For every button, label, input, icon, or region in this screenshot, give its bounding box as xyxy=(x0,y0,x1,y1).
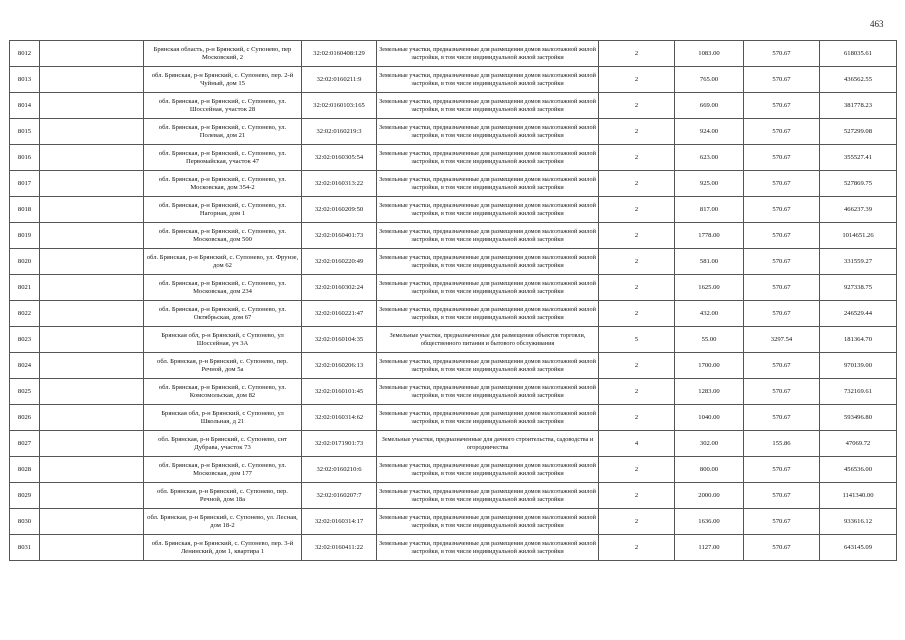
specific-value-cell: 570.67 xyxy=(744,379,820,405)
table-row xyxy=(10,509,897,535)
row-number-cell: 8020 xyxy=(10,249,40,275)
address-cell: обл. Брянская, р-н Брянский, с. Супонево, ул. Октябрьская, дом 67 xyxy=(144,301,302,327)
specific-value-cell: 570.67 xyxy=(744,197,820,223)
area-cell: 800.00 xyxy=(675,457,744,483)
table-row xyxy=(10,405,897,431)
land-use-cell: Земельные участки, предназначенные для размещения домов малоэтажной жилой застройки, в том числе индивидуальной жилой застройки xyxy=(377,379,599,405)
group-cell: 2 xyxy=(599,405,675,431)
cadastral-number-cell: 32:02:0160313:22 xyxy=(302,171,377,197)
specific-value-cell: 570.67 xyxy=(744,405,820,431)
cadastral-value-cell: 1014651.26 xyxy=(820,223,897,249)
table-body xyxy=(10,41,897,561)
address-cell: обл. Брянская, р-н Брянский, с. Супонево, ул. Первомайская, участок 47 xyxy=(144,145,302,171)
land-use-cell: Земельные участки, предназначенные для размещения домов малоэтажной жилой застройки, в том числе индивидуальной жилой застройки xyxy=(377,457,599,483)
cadastral-value-cell: 456536.00 xyxy=(820,457,897,483)
blank-cell xyxy=(40,327,144,353)
table-row xyxy=(10,379,897,405)
blank-cell xyxy=(40,41,144,67)
land-use-cell: Земельные участки, предназначенные для размещения домов малоэтажной жилой застройки, в том числе индивидуальной жилой застройки xyxy=(377,67,599,93)
group-cell: 2 xyxy=(599,301,675,327)
table-row xyxy=(10,171,897,197)
blank-cell xyxy=(40,509,144,535)
address-cell: Брянская обл, р-н Брянский, с Супонево, ул Школьная, д 21 xyxy=(144,405,302,431)
address-cell: обл. Брянская, р-н Брянский, с. Супонево, пер. 3-й Ленинский, дом 1, квартира 1 xyxy=(144,535,302,561)
address-cell: обл. Брянская, р-н Брянский, с. Супонево, ул. Московская, дом 354-2 xyxy=(144,171,302,197)
blank-cell xyxy=(40,457,144,483)
blank-cell xyxy=(40,171,144,197)
row-number-cell: 8022 xyxy=(10,301,40,327)
area-cell: 765.00 xyxy=(675,67,744,93)
blank-cell xyxy=(40,405,144,431)
specific-value-cell: 570.67 xyxy=(744,119,820,145)
specific-value-cell: 570.67 xyxy=(744,223,820,249)
page-number: 463 xyxy=(870,19,884,29)
cadastral-number-cell: 32:02:0160411:22 xyxy=(302,535,377,561)
cadastral-value-cell: 436562.55 xyxy=(820,67,897,93)
area-cell: 432.00 xyxy=(675,301,744,327)
cadastral-value-cell: 527869.75 xyxy=(820,171,897,197)
specific-value-cell: 570.67 xyxy=(744,483,820,509)
land-use-cell: Земельные участки, предназначенные для размещения домов малоэтажной жилой застройки, в том числе индивидуальной жилой застройки xyxy=(377,405,599,431)
cadastral-value-cell: 355527.41 xyxy=(820,145,897,171)
cadastral-number-cell: 32:02:0160314:62 xyxy=(302,405,377,431)
row-number-cell: 8025 xyxy=(10,379,40,405)
table-row xyxy=(10,93,897,119)
address-cell: Брянская область, р-н Брянский, с Супонево, пер Московский, 2 xyxy=(144,41,302,67)
blank-cell xyxy=(40,67,144,93)
land-use-cell: Земельные участки, предназначенные для размещения домов малоэтажной жилой застройки, в том числе индивидуальной жилой застройки xyxy=(377,249,599,275)
land-use-cell: Земельные участки, предназначенные для размещения домов малоэтажной жилой застройки, в том числе индивидуальной жилой застройки xyxy=(377,353,599,379)
area-cell: 55.00 xyxy=(675,327,744,353)
area-cell: 924.00 xyxy=(675,119,744,145)
row-number-cell: 8023 xyxy=(10,327,40,353)
specific-value-cell: 570.67 xyxy=(744,41,820,67)
group-cell: 2 xyxy=(599,535,675,561)
cadastral-number-cell: 32:02:0160211:9 xyxy=(302,67,377,93)
address-cell: обл. Брянская, р-н Брянский, с. Супонево, ул. Московская, дом 177 xyxy=(144,457,302,483)
table-row xyxy=(10,431,897,457)
cadastral-value-cell: 466237.39 xyxy=(820,197,897,223)
specific-value-cell: 570.67 xyxy=(744,301,820,327)
land-use-cell: Земельные участки, предназначенные для дачного строительства, садоводства и огородничества xyxy=(377,431,599,457)
cadastral-value-cell: 527299.08 xyxy=(820,119,897,145)
row-number-cell: 8013 xyxy=(10,67,40,93)
land-registry-table xyxy=(9,40,897,561)
address-cell: обл. Брянская, р-н Брянский, с. Супонево, пер. Речной, дом 18а xyxy=(144,483,302,509)
specific-value-cell: 570.67 xyxy=(744,67,820,93)
cadastral-number-cell: 32:02:0160221:47 xyxy=(302,301,377,327)
blank-cell xyxy=(40,249,144,275)
land-use-cell: Земельные участки, предназначенные для размещения домов малоэтажной жилой застройки, в том числе индивидуальной жилой застройки xyxy=(377,171,599,197)
table-row xyxy=(10,483,897,509)
blank-cell xyxy=(40,379,144,405)
cadastral-value-cell: 933616.12 xyxy=(820,509,897,535)
table-row xyxy=(10,41,897,67)
cadastral-number-cell: 32:02:0160101:45 xyxy=(302,379,377,405)
area-cell: 2000.00 xyxy=(675,483,744,509)
blank-cell xyxy=(40,353,144,379)
cadastral-value-cell: 618035.61 xyxy=(820,41,897,67)
specific-value-cell: 570.67 xyxy=(744,353,820,379)
cadastral-value-cell: 331559.27 xyxy=(820,249,897,275)
address-cell: обл. Брянская, р-н Брянский, с. Супонево, ул. Нагорная, дом 1 xyxy=(144,197,302,223)
area-cell: 925.00 xyxy=(675,171,744,197)
table-row xyxy=(10,275,897,301)
cadastral-value-cell: 246529.44 xyxy=(820,301,897,327)
row-number-cell: 8030 xyxy=(10,509,40,535)
area-cell: 581.00 xyxy=(675,249,744,275)
group-cell: 2 xyxy=(599,353,675,379)
group-cell: 2 xyxy=(599,457,675,483)
cadastral-number-cell: 32:02:0160305:54 xyxy=(302,145,377,171)
row-number-cell: 8018 xyxy=(10,197,40,223)
row-number-cell: 8021 xyxy=(10,275,40,301)
row-number-cell: 8017 xyxy=(10,171,40,197)
group-cell: 4 xyxy=(599,431,675,457)
area-cell: 1700.00 xyxy=(675,353,744,379)
blank-cell xyxy=(40,197,144,223)
group-cell: 5 xyxy=(599,327,675,353)
table-row xyxy=(10,327,897,353)
blank-cell xyxy=(40,535,144,561)
land-use-cell: Земельные участки, предназначенные для размещения домов малоэтажной жилой застройки, в том числе индивидуальной жилой застройки xyxy=(377,301,599,327)
cadastral-number-cell: 32:02:0160220:49 xyxy=(302,249,377,275)
row-number-cell: 8012 xyxy=(10,41,40,67)
address-cell: обл. Брянская, р-н Брянский, с. Супонево, ул. Фрунзе, дом 62 xyxy=(144,249,302,275)
row-number-cell: 8029 xyxy=(10,483,40,509)
blank-cell xyxy=(40,431,144,457)
specific-value-cell: 570.67 xyxy=(744,535,820,561)
land-use-cell: Земельные участки, предназначенные для размещения домов малоэтажной жилой застройки, в том числе индивидуальной жилой застройки xyxy=(377,223,599,249)
cadastral-value-cell: 381778.23 xyxy=(820,93,897,119)
blank-cell xyxy=(40,223,144,249)
specific-value-cell: 570.67 xyxy=(744,93,820,119)
area-cell: 1127.00 xyxy=(675,535,744,561)
area-cell: 302.00 xyxy=(675,431,744,457)
area-cell: 1636.00 xyxy=(675,509,744,535)
group-cell: 2 xyxy=(599,67,675,93)
table-row xyxy=(10,457,897,483)
land-use-cell: Земельные участки, предназначенные для размещения объектов торговли, общественного питания и бытового обслуживания xyxy=(377,327,599,353)
table-row xyxy=(10,145,897,171)
area-cell: 1040.00 xyxy=(675,405,744,431)
group-cell: 2 xyxy=(599,171,675,197)
cadastral-value-cell: 1141340.00 xyxy=(820,483,897,509)
land-use-cell: Земельные участки, предназначенные для размещения домов малоэтажной жилой застройки, в том числе индивидуальной жилой застройки xyxy=(377,119,599,145)
row-number-cell: 8027 xyxy=(10,431,40,457)
land-use-cell: Земельные участки, предназначенные для размещения домов малоэтажной жилой застройки, в том числе индивидуальной жилой застройки xyxy=(377,509,599,535)
cadastral-number-cell: 32:02:0160210:6 xyxy=(302,457,377,483)
land-use-cell: Земельные участки, предназначенные для размещения домов малоэтажной жилой застройки, в том числе индивидуальной жилой застройки xyxy=(377,275,599,301)
table-row xyxy=(10,301,897,327)
blank-cell xyxy=(40,145,144,171)
cadastral-value-cell: 181364.70 xyxy=(820,327,897,353)
cadastral-value-cell: 970139.00 xyxy=(820,353,897,379)
group-cell: 2 xyxy=(599,145,675,171)
address-cell: обл. Брянская, р-н Брянский, с. Супонево, ул. Комсомольская, дом 82 xyxy=(144,379,302,405)
area-cell: 1625.00 xyxy=(675,275,744,301)
row-number-cell: 8031 xyxy=(10,535,40,561)
row-number-cell: 8028 xyxy=(10,457,40,483)
address-cell: обл. Брянская, р-н Брянский, с. Супонево, ул. Московская, дом 234 xyxy=(144,275,302,301)
table-row xyxy=(10,197,897,223)
group-cell: 2 xyxy=(599,509,675,535)
table-row xyxy=(10,67,897,93)
cadastral-number-cell: 32:02:0160314:17 xyxy=(302,509,377,535)
address-cell: Брянская обл, р-н Брянский, с Супонево, ул Шоссейная, уч 3А xyxy=(144,327,302,353)
land-use-cell: Земельные участки, предназначенные для размещения домов малоэтажной жилой застройки, в том числе индивидуальной жилой застройки xyxy=(377,93,599,119)
table-row xyxy=(10,535,897,561)
cadastral-number-cell: 32:02:0160209:50 xyxy=(302,197,377,223)
cadastral-number-cell: 32:02:0160408:129 xyxy=(302,41,377,67)
specific-value-cell: 570.67 xyxy=(744,509,820,535)
cadastral-number-cell: 32:02:0160219:3 xyxy=(302,119,377,145)
group-cell: 2 xyxy=(599,119,675,145)
area-cell: 1283.00 xyxy=(675,379,744,405)
specific-value-cell: 570.67 xyxy=(744,249,820,275)
specific-value-cell: 570.67 xyxy=(744,145,820,171)
group-cell: 2 xyxy=(599,197,675,223)
area-cell: 623.00 xyxy=(675,145,744,171)
table-row xyxy=(10,119,897,145)
group-cell: 2 xyxy=(599,41,675,67)
row-number-cell: 8024 xyxy=(10,353,40,379)
specific-value-cell: 3297.54 xyxy=(744,327,820,353)
land-use-cell: Земельные участки, предназначенные для размещения домов малоэтажной жилой застройки, в том числе индивидуальной жилой застройки xyxy=(377,197,599,223)
land-use-cell: Земельные участки, предназначенные для размещения домов малоэтажной жилой застройки, в том числе индивидуальной жилой застройки xyxy=(377,41,599,67)
land-use-cell: Земельные участки, предназначенные для размещения домов малоэтажной жилой застройки, в том числе индивидуальной жилой застройки xyxy=(377,145,599,171)
address-cell: обл. Брянская, р-н Брянский, с. Супонево, пер. Речной, дом 5а xyxy=(144,353,302,379)
cadastral-number-cell: 32:02:0171901:73 xyxy=(302,431,377,457)
row-number-cell: 8026 xyxy=(10,405,40,431)
table-row xyxy=(10,249,897,275)
land-use-cell: Земельные участки, предназначенные для размещения домов малоэтажной жилой застройки, в том числе индивидуальной жилой застройки xyxy=(377,483,599,509)
blank-cell xyxy=(40,483,144,509)
address-cell: обл. Брянская, р-н Брянский, с. Супонево, пер. 2-й Чуйный, дом 15 xyxy=(144,67,302,93)
specific-value-cell: 570.67 xyxy=(744,457,820,483)
area-cell: 817.00 xyxy=(675,197,744,223)
group-cell: 2 xyxy=(599,223,675,249)
row-number-cell: 8016 xyxy=(10,145,40,171)
cadastral-number-cell: 32:02:0160401:73 xyxy=(302,223,377,249)
cadastral-number-cell: 32:02:0160302:24 xyxy=(302,275,377,301)
table-row xyxy=(10,353,897,379)
specific-value-cell: 570.67 xyxy=(744,275,820,301)
cadastral-value-cell: 732169.61 xyxy=(820,379,897,405)
blank-cell xyxy=(40,275,144,301)
blank-cell xyxy=(40,119,144,145)
group-cell: 2 xyxy=(599,93,675,119)
row-number-cell: 8015 xyxy=(10,119,40,145)
cadastral-value-cell: 643145.09 xyxy=(820,535,897,561)
group-cell: 2 xyxy=(599,275,675,301)
address-cell: обл. Брянская, р-н Брянский, с. Супонево, снт Дубрава, участок 73 xyxy=(144,431,302,457)
cadastral-number-cell: 32:02:0160104:35 xyxy=(302,327,377,353)
cadastral-number-cell: 32:02:0160206:13 xyxy=(302,353,377,379)
area-cell: 1778.00 xyxy=(675,223,744,249)
table-row xyxy=(10,223,897,249)
group-cell: 2 xyxy=(599,249,675,275)
cadastral-value-cell: 47069.72 xyxy=(820,431,897,457)
specific-value-cell: 570.67 xyxy=(744,171,820,197)
area-cell: 1083.00 xyxy=(675,41,744,67)
group-cell: 2 xyxy=(599,379,675,405)
cadastral-number-cell: 32:02:0160207:7 xyxy=(302,483,377,509)
land-use-cell: Земельные участки, предназначенные для размещения домов малоэтажной жилой застройки, в том числе индивидуальной жилой застройки xyxy=(377,535,599,561)
blank-cell xyxy=(40,301,144,327)
row-number-cell: 8014 xyxy=(10,93,40,119)
row-number-cell: 8019 xyxy=(10,223,40,249)
group-cell: 2 xyxy=(599,483,675,509)
specific-value-cell: 155.86 xyxy=(744,431,820,457)
address-cell: обл. Брянская, р-н Брянский, с. Супонево, ул. Полевая, дом 21 xyxy=(144,119,302,145)
area-cell: 669.00 xyxy=(675,93,744,119)
cadastral-value-cell: 927338.75 xyxy=(820,275,897,301)
address-cell: обл. Брянская, р-н Брянский, с. Супонево, ул. Московская, дом 500 xyxy=(144,223,302,249)
address-cell: обл. Брянская, р-н Брянский, с. Супонево, ул. Шоссейная, участок 28 xyxy=(144,93,302,119)
cadastral-value-cell: 593496.80 xyxy=(820,405,897,431)
blank-cell xyxy=(40,93,144,119)
address-cell: обл. Брянская, р-н Брянский, с. Супонево, ул. Лесная, дом 18-2 xyxy=(144,509,302,535)
cadastral-number-cell: 32:02:0160103:165 xyxy=(302,93,377,119)
